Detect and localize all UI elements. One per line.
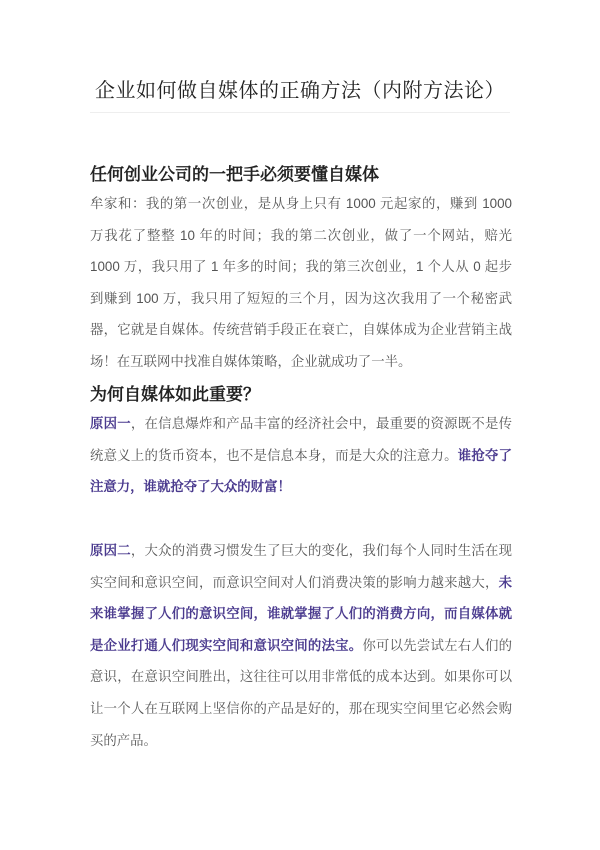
section-body-founders: 牟家和：我的第一次创业，是从身上只有 1000 元起家的，赚到 1000 万我花了整整 10 年的时间；我的第二次创业，做了一个网站，赔光 1000 万，我只用了 1 年多的时间；我的第三次创业，1 个人从 0 起步到赚到 100 万，我只用了短短的三个月，因为这次我用了一个秘密武器，它就是自媒体。传统营销手段正在衰亡，自媒体成为企业营销主战场！在互联网中找准自媒体策略，企业就成功了一半。 [90, 196, 512, 369]
reason-two-tail: 你可以先尝试左右人们的意识，在意识空间胜出，这往往可以用非常低的成本达到。如果你可以让一个人在互联网上坚信你的产品是好的，那在现实空间里它必然会购买的产品。 [90, 637, 512, 748]
title-divider [90, 112, 510, 113]
reason-two-highlight: 未来谁掌握了人们的意识空间，谁就掌握了人们的消费方向，而自媒体就是企业打通人们现实空间和意识空间的法宝。 [90, 574, 512, 653]
section-heading-founders: 任何创业公司的一把手必须要懂自媒体 [90, 165, 379, 184]
reason-one-text: ，在信息爆炸和产品丰富的经济社会中，最重要的资源既不是传统意义上的货币资本，也不是信息本身，而是大众的注意力。 [90, 416, 513, 463]
reason-two-label: 原因二 [90, 543, 131, 558]
page-title: 企业如何做自媒体的正确方法（内附方法论） [95, 80, 505, 102]
reason-one-paragraph [90, 408, 512, 503]
reason-two-paragraph [90, 535, 512, 756]
reason-one-highlight: 谁抢夺了注意力，谁就抢夺了大众的财富！ [90, 447, 513, 495]
section-heading-why: 为何自媒体如此重要？ [90, 385, 260, 404]
reason-two-text: ，大众的消费习惯发生了巨大的变化，我们每个人同时生活在现实空间和意识空间，而意识空间对人们消费决策的影响力越来越大， [90, 543, 513, 590]
reason-one-label: 原因一 [90, 416, 131, 431]
